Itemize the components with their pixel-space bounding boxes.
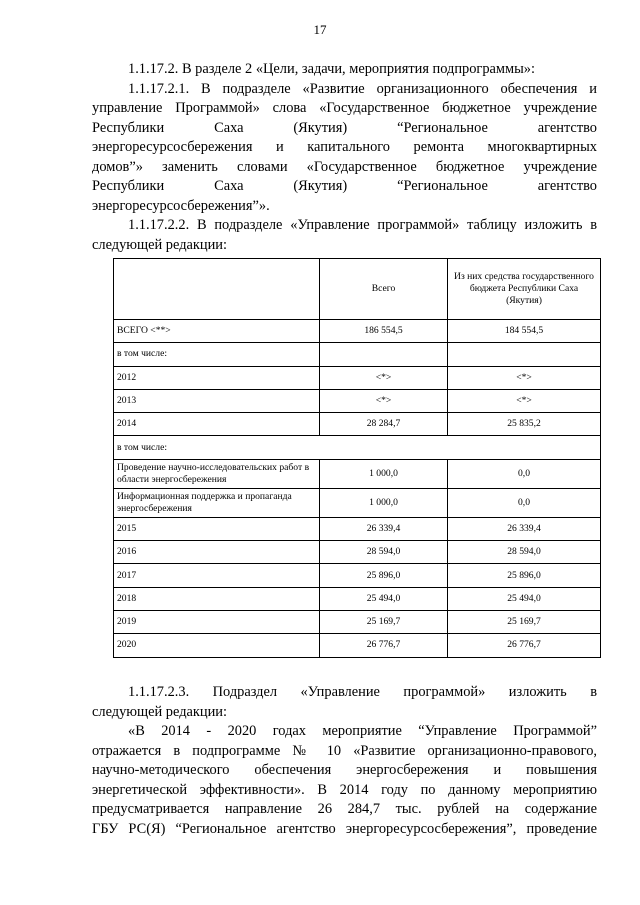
row-label-cell: в том числе: xyxy=(114,436,601,459)
text-line: предусматривается направление 26 284,7 тыс. рублей на содержание xyxy=(92,801,597,817)
row-budget-cell: 26 339,4 xyxy=(448,517,601,540)
text-line: энергоресурсосбережения и капитального ремонта многоквартирных xyxy=(92,139,597,155)
row-budget-cell xyxy=(448,343,601,366)
text-line: отражается в подпрограмме № 10 «Развитие организационно-правового, xyxy=(92,742,597,759)
row-budget-cell: <*> xyxy=(448,366,601,389)
row-total-cell: <*> xyxy=(320,366,448,389)
row-label-cell: 2014 xyxy=(114,413,320,436)
row-budget-cell: 184 554,5 xyxy=(448,320,601,343)
row-total-cell: 25 494,0 xyxy=(320,587,448,610)
amendment-text-bottom xyxy=(92,683,597,839)
header-budget-cell: Из них средства государственного бюджета Республики Саха (Якутия) xyxy=(448,259,601,320)
row-total-cell: 1 000,0 xyxy=(320,488,448,517)
table-header-row xyxy=(114,259,601,320)
row-budget-cell: 25 169,7 xyxy=(448,610,601,633)
text-line: домов”» заменить словами «Государственное бюджетное учреждение xyxy=(92,158,597,175)
row-total-cell: 26 776,7 xyxy=(320,634,448,657)
table-row xyxy=(114,389,601,412)
text-line: управление Программой» слова «Государственное бюджетное учреждение xyxy=(92,100,597,116)
row-budget-cell: 0,0 xyxy=(448,488,601,517)
text-line: Республики Саха (Якутия) “Региональное агентство xyxy=(92,119,597,136)
text-line: следующей редакции: xyxy=(92,703,227,720)
table-row xyxy=(114,343,601,366)
table-row xyxy=(114,366,601,389)
text-line: «В 2014 - 2020 годах мероприятие “Управление Программой” xyxy=(128,723,597,739)
text-line: энергоресурсосбережения”». xyxy=(92,197,270,214)
table-row xyxy=(114,320,601,343)
table-row xyxy=(114,517,601,540)
row-total-cell: 26 339,4 xyxy=(320,517,448,540)
table-row xyxy=(114,413,601,436)
row-budget-cell: 26 776,7 xyxy=(448,634,601,657)
text-line: Республики Саха (Якутия) “Региональное агентство xyxy=(92,178,597,194)
row-label-cell: 2012 xyxy=(114,366,320,389)
row-budget-cell: 28 594,0 xyxy=(448,541,601,564)
row-total-cell xyxy=(320,343,448,366)
table-row xyxy=(114,610,601,633)
text-line: 1.1.17.2.2. В подразделе «Управление программой» таблицу изложить в xyxy=(128,217,597,233)
row-label-cell: 2019 xyxy=(114,610,320,633)
amendment-text-top xyxy=(92,60,597,255)
header-total-cell: Всего xyxy=(320,259,448,320)
table-row xyxy=(114,459,601,488)
row-total-cell: 28 284,7 xyxy=(320,413,448,436)
row-label-cell: 2018 xyxy=(114,587,320,610)
row-budget-cell: 25 494,0 xyxy=(448,587,601,610)
row-label-cell: 2013 xyxy=(114,389,320,412)
page-number: 17 xyxy=(313,22,327,37)
row-label-cell: в том числе: xyxy=(114,343,320,366)
table-row xyxy=(114,587,601,610)
table-row xyxy=(114,488,601,517)
row-budget-cell: <*> xyxy=(448,389,601,412)
text-line: ГБУ РС(Я) “Региональное агентство энергоресурсосбережения”, проведение xyxy=(92,820,597,837)
row-label-cell: 2017 xyxy=(114,564,320,587)
text-line: научно-методического обеспечения энергосбережения и повышения xyxy=(92,762,597,778)
table-row xyxy=(114,634,601,657)
row-total-cell: 28 594,0 xyxy=(320,541,448,564)
row-label-cell: ВСЕГО <**> xyxy=(114,320,320,343)
row-total-cell: 1 000,0 xyxy=(320,459,448,488)
row-total-cell: 25 169,7 xyxy=(320,610,448,633)
row-label-cell: 2015 xyxy=(114,517,320,540)
row-label-cell: 2020 xyxy=(114,634,320,657)
row-total-cell: 25 896,0 xyxy=(320,564,448,587)
table-row xyxy=(114,541,601,564)
row-total-cell: 186 554,5 xyxy=(320,320,448,343)
header-blank-cell xyxy=(114,259,320,320)
row-total-cell: <*> xyxy=(320,389,448,412)
text-line: энергетической эффективности». В 2014 году по данному мероприятию xyxy=(92,781,597,798)
row-label-cell: Проведение научно-исследовательских работ в области энергосбережения xyxy=(114,459,320,488)
row-budget-cell: 0,0 xyxy=(448,459,601,488)
row-budget-cell: 25 835,2 xyxy=(448,413,601,436)
text-line: 1.1.17.2.3. Подраздел «Управление программой» изложить в xyxy=(128,684,597,700)
table-row xyxy=(114,564,601,587)
row-label-cell: 2016 xyxy=(114,541,320,564)
row-budget-cell: 25 896,0 xyxy=(448,564,601,587)
text-line: следующей редакции: xyxy=(92,236,227,253)
row-label-cell: Информационная поддержка и пропаганда энергосбережения xyxy=(114,488,320,517)
text-line: 1.1.17.2.1. В подразделе «Развитие организационного обеспечения и xyxy=(128,80,597,97)
budget-table xyxy=(113,258,601,658)
table-row xyxy=(114,436,601,459)
text-line: 1.1.17.2. В разделе 2 «Цели, задачи, мероприятия подпрограммы»: xyxy=(128,61,535,77)
